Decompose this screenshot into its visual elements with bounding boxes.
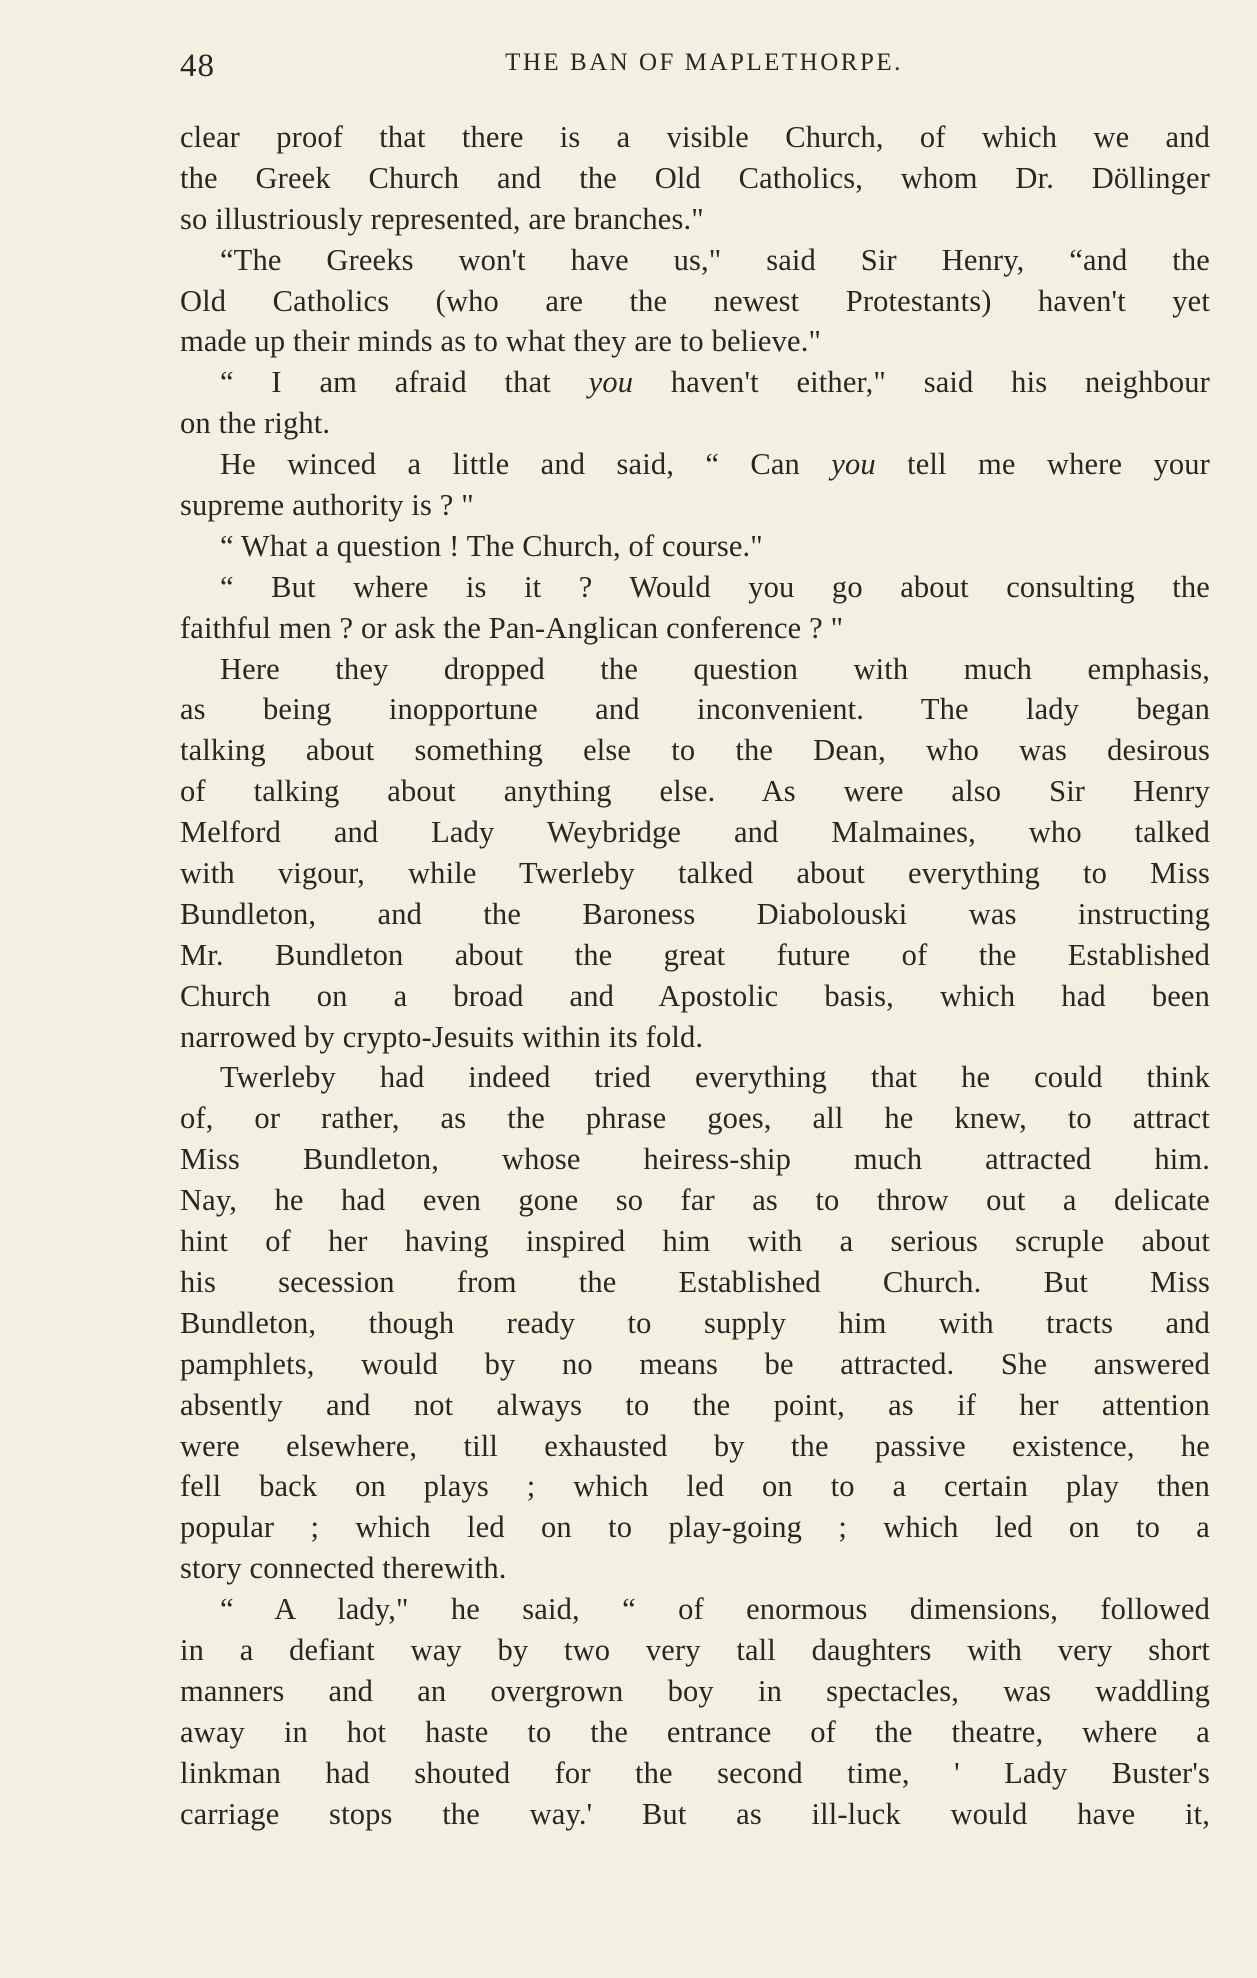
body-text xyxy=(180,117,1210,1834)
text-segment: Bundleton, and the Baroness Diabolouski was instructing xyxy=(180,896,1210,931)
text-segment: were elsewhere, till exhausted by the passive existence, he xyxy=(180,1428,1210,1463)
text-segment: the Greek Church and the Old Catholics, whom Dr. Döllinger xyxy=(180,160,1210,195)
text-segment: Old Catholics (who are the newest Protestants) haven't yet xyxy=(180,283,1210,318)
text-segment: Mr. Bundleton about the great future of the Established xyxy=(180,937,1210,972)
text-line xyxy=(180,1017,1210,1058)
text-segment: supreme authority is ? " xyxy=(180,488,474,523)
text-line xyxy=(180,1753,1210,1794)
text-segment: “ A lady," he said, “ of enormous dimensions, followed xyxy=(220,1592,1210,1627)
italic-text: you xyxy=(831,447,876,482)
text-line xyxy=(180,894,1210,935)
text-segment: his secession from the Established Church. But Miss xyxy=(180,1264,1210,1299)
text-segment: of talking about anything else. As were also Sir Henry xyxy=(180,774,1210,809)
text-segment: as being inopportune and inconvenient. The lady began xyxy=(180,692,1210,727)
text-segment: linkman had shouted for the second time, ' Lady Buster's xyxy=(180,1755,1210,1790)
text-segment: narrowed by crypto-Jesuits within its fold. xyxy=(180,1019,704,1054)
text-segment: tell me where your xyxy=(875,447,1210,482)
text-segment: “ What a question ! The Church, of course." xyxy=(220,528,763,563)
text-line xyxy=(180,117,1210,158)
text-segment: with vigour, while Twerleby talked about everything to Miss xyxy=(180,856,1210,891)
text-segment: Here they dropped the question with much emphasis, xyxy=(220,651,1210,686)
italic-text: you xyxy=(588,365,634,400)
text-segment: manners and an overgrown boy in spectacles, was waddling xyxy=(180,1673,1210,1708)
text-segment: “ I am afraid that xyxy=(220,365,589,400)
text-line xyxy=(180,1303,1210,1344)
text-line xyxy=(180,158,1210,199)
text-line xyxy=(180,730,1210,771)
text-line xyxy=(180,567,1210,608)
text-segment: absently and not always to the point, as if her attention xyxy=(180,1387,1210,1422)
text-segment: “ But where is it ? Would you go about consulting the xyxy=(220,569,1210,604)
text-segment: story connected therewith. xyxy=(180,1551,507,1586)
text-segment: “The Greeks won't have us," said Sir Henry, “and the xyxy=(220,242,1210,277)
text-line xyxy=(180,608,1210,649)
text-segment: talking about something else to the Dean, who was desirous xyxy=(180,733,1210,768)
text-line xyxy=(180,1466,1210,1507)
text-line xyxy=(180,1344,1210,1385)
text-segment: Melford and Lady Weybridge and Malmaines, who talked xyxy=(180,815,1210,850)
text-segment: fell back on plays ; which led on to a certain play then xyxy=(180,1469,1210,1504)
text-line xyxy=(180,403,1210,444)
text-segment: haven't either," said his neighbour xyxy=(633,365,1210,400)
text-segment: pamphlets, would by no means be attracted. She answered xyxy=(180,1346,1210,1381)
text-line xyxy=(180,1221,1210,1262)
text-line xyxy=(180,1385,1210,1426)
text-segment: popular ; which led on to play-going ; which led on to a xyxy=(180,1510,1210,1545)
text-line xyxy=(180,1712,1210,1753)
text-line xyxy=(180,1507,1210,1548)
text-line xyxy=(180,649,1210,690)
text-line xyxy=(180,1057,1210,1098)
text-line xyxy=(180,1794,1210,1835)
text-line xyxy=(180,526,1210,567)
text-line xyxy=(180,935,1210,976)
text-segment: faithful men ? or ask the Pan-Anglican conference ? " xyxy=(180,610,844,645)
page-number: 48 xyxy=(180,48,215,84)
text-line xyxy=(180,1548,1210,1589)
text-segment: Bundleton, though ready to supply him with tracts and xyxy=(180,1305,1210,1340)
text-segment: hint of her having inspired him with a serious scruple about xyxy=(180,1224,1210,1259)
text-segment: Miss Bundleton, whose heiress-ship much attracted him. xyxy=(180,1142,1210,1177)
text-segment: away in hot haste to the entrance of the theatre, where a xyxy=(180,1714,1210,1749)
text-line xyxy=(180,1098,1210,1139)
running-head xyxy=(180,40,1210,90)
text-segment: so illustriously represented, are branches." xyxy=(180,201,704,236)
text-segment: made up their minds as to what they are to believe." xyxy=(180,324,822,359)
text-segment: of, or rather, as the phrase goes, all he knew, to attract xyxy=(180,1101,1210,1136)
text-line xyxy=(180,1262,1210,1303)
text-line xyxy=(180,444,1210,485)
text-segment: on the right. xyxy=(180,406,331,441)
text-line xyxy=(180,1426,1210,1467)
text-line xyxy=(180,771,1210,812)
text-line xyxy=(180,1671,1210,1712)
text-segment: clear proof that there is a visible Church, of which we and xyxy=(180,120,1210,154)
text-segment: carriage stops the way.' But as ill-luck would have it, xyxy=(180,1796,1210,1831)
text-segment: Church on a broad and Apostolic basis, which had been xyxy=(180,978,1210,1013)
text-line xyxy=(180,362,1210,403)
text-line xyxy=(180,199,1210,240)
text-line xyxy=(180,976,1210,1017)
text-line xyxy=(180,240,1210,281)
text-line xyxy=(180,485,1210,526)
text-line xyxy=(180,1139,1210,1180)
text-segment: Nay, he had even gone so far as to throw out a delicate xyxy=(180,1183,1210,1218)
text-segment: Twerleby had indeed tried everything that he could think xyxy=(220,1060,1210,1095)
text-line xyxy=(180,321,1210,362)
text-line xyxy=(180,689,1210,730)
text-line xyxy=(180,1180,1210,1221)
book-title: THE BAN OF MAPLETHORPE. xyxy=(505,49,903,76)
text-line xyxy=(180,1630,1210,1671)
text-line xyxy=(180,853,1210,894)
text-line xyxy=(180,1589,1210,1630)
text-line xyxy=(180,812,1210,853)
text-line xyxy=(180,281,1210,322)
text-segment: He winced a little and said, “ Can xyxy=(220,447,832,482)
text-segment: in a defiant way by two very tall daughters with very short xyxy=(180,1632,1210,1667)
